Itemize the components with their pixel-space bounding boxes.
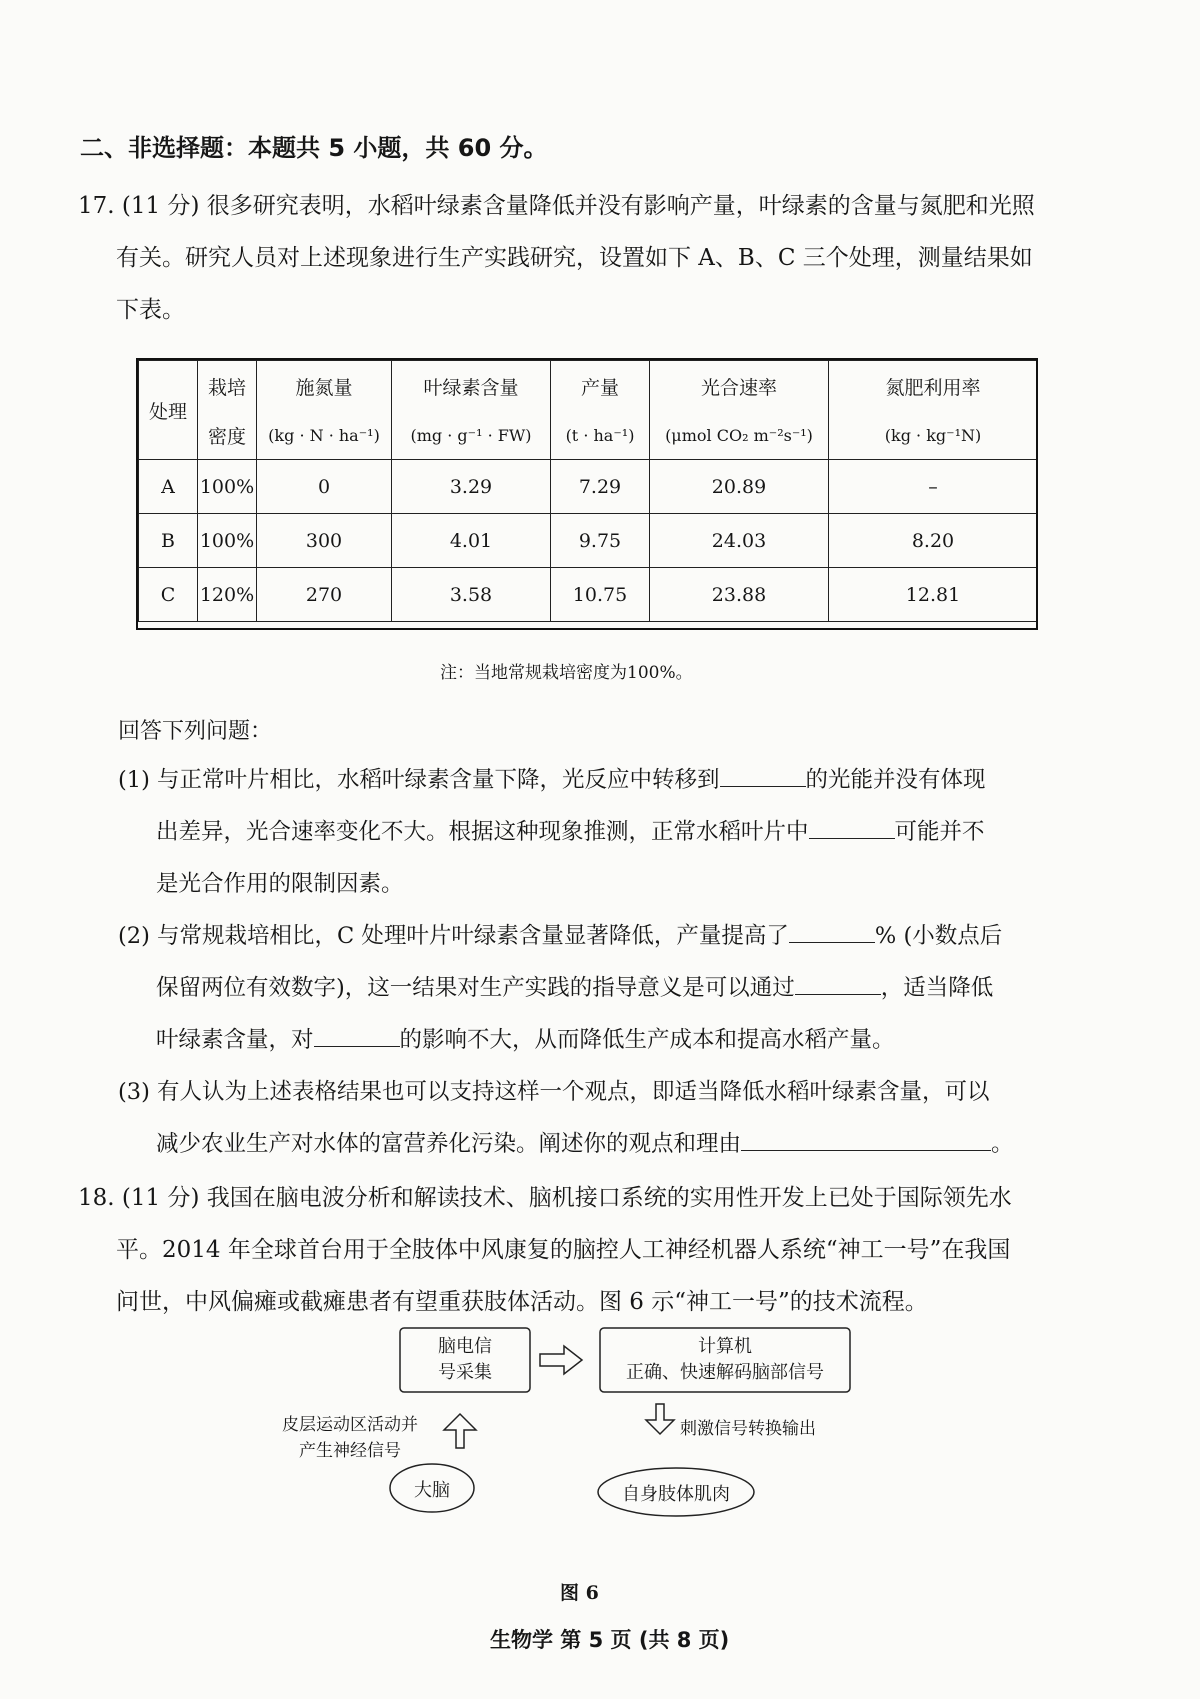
cell: 3.58 [392, 568, 551, 622]
cell: 120% [198, 568, 257, 622]
cell: 0 [257, 460, 392, 514]
th-treatment: 处理 [139, 361, 198, 460]
box2-line1: 计算机 [698, 1336, 752, 1357]
answer-blank-1[interactable] [720, 766, 806, 787]
s3-text-b: 减少农业生产对水体的富营养化污染。阐述你的观点和理由 [156, 1131, 742, 1157]
cell: 270 [257, 568, 392, 622]
box2-label [600, 1334, 850, 1386]
cell: 3.29 [392, 460, 551, 514]
cell: – [829, 460, 1038, 514]
right-label: 刺激信号转换输出 [680, 1419, 816, 1439]
cell: 100% [198, 460, 257, 514]
cell: 9.75 [551, 514, 650, 568]
q17-line3: 下表。 [116, 297, 185, 323]
q17-line1: 17. (11 分) 很多研究表明，水稻叶绿素含量降低并没有影响产量，叶绿素的含量与氮肥和光照 [78, 193, 1035, 219]
th-yield-a: 产量 [551, 361, 650, 412]
s2-text-e: 叶绿素含量，对 [156, 1027, 314, 1053]
q18-line3: 问世，中风偏瘫或截瘫患者有望重获肢体活动。图 6 示“神工一号”的技术流程。 [116, 1289, 928, 1315]
left-line2: 产生神经信号 [299, 1441, 401, 1461]
th-chlorophyll-b: (mg · g⁻¹ · FW) [392, 411, 551, 460]
cell: 4.01 [392, 514, 551, 568]
th-nue-b: (kg · kg⁻¹N) [829, 411, 1038, 460]
cell: 7.29 [551, 460, 650, 514]
th-nue-a: 氮肥利用率 [829, 361, 1038, 412]
s1-text-a: (1) 与正常叶片相比，水稻叶绿素含量下降，光反应中转移到 [118, 767, 720, 793]
th-nitrogen-a: 施氮量 [257, 361, 392, 412]
up-arrow-icon [444, 1414, 476, 1448]
box1-label [400, 1334, 530, 1386]
sub-question-1 [118, 754, 1078, 910]
right-arrow-icon [540, 1346, 582, 1374]
cell: 10.75 [551, 568, 650, 622]
s3-text-c: 。 [991, 1131, 1014, 1157]
th-density-b: 密度 [198, 411, 257, 460]
cell: C [139, 568, 198, 622]
q18-line1: 18. (11 分) 我国在脑电波分析和解读技术、脑机接口系统的实用性开发上已处于国际领先水 [78, 1185, 1012, 1211]
cell: 300 [257, 514, 392, 568]
page-footer: 生物学 第 5 页 (共 8 页) [490, 1628, 730, 1652]
s1-text-b: 的光能并没有体现 [805, 767, 986, 793]
box1-line2: 号采集 [438, 1362, 492, 1383]
s2-text-c: 保留两位有效数字)，这一结果对生产实践的指导意义是可以通过 [156, 975, 795, 1001]
answer-blank-4[interactable] [795, 974, 881, 995]
cell: 100% [198, 514, 257, 568]
th-density-a: 栽培 [198, 361, 257, 412]
cell: 12.81 [829, 568, 1038, 622]
answer-blank-2[interactable] [809, 818, 895, 839]
answer-blank-3[interactable] [789, 922, 875, 943]
results-table [138, 360, 1038, 622]
th-yield-b: (t · ha⁻¹) [551, 411, 650, 460]
table-row [139, 568, 1038, 622]
s1-text-c: 出差异，光合速率变化不大。根据这种现象推测，正常水稻叶片中 [156, 819, 809, 845]
left-label [260, 1412, 440, 1464]
cell: 24.03 [650, 514, 829, 568]
question-17-stem [78, 180, 1078, 336]
brain-label: 大脑 [414, 1480, 450, 1501]
figure-6-diagram [260, 1320, 900, 1580]
th-photo-a: 光合速率 [650, 361, 829, 412]
th-photo-b: (μmol CO₂ m⁻²s⁻¹) [650, 411, 829, 460]
s2-text-b: % (小数点后 [874, 923, 1003, 949]
answer-blank-5[interactable] [314, 1026, 400, 1047]
cell: 20.89 [650, 460, 829, 514]
s2-text-a: (2) 与常规栽培相比，C 处理叶片叶绿素含量显著降低，产量提高了 [118, 923, 789, 949]
sub-question-2 [118, 910, 1078, 1066]
q18-line2: 平。2014 年全球首台用于全肢体中风康复的脑控人工神经机器人系统“神工一号”在我国 [116, 1237, 1011, 1263]
s1-text-e: 是光合作用的限制因素。 [156, 871, 404, 897]
cell: B [139, 514, 198, 568]
s3-text-a: (3) 有人认为上述表格结果也可以支持这样一个观点，即适当降低水稻叶绿素含量，可以 [118, 1079, 990, 1105]
cell: A [139, 460, 198, 514]
cell: 23.88 [650, 568, 829, 622]
box2-line2: 正确、快速解码脑部信号 [626, 1362, 824, 1383]
figure-caption: 图 6 [560, 1582, 599, 1604]
table-note: 注：当地常规栽培密度为100%。 [440, 663, 693, 683]
cell: 8.20 [829, 514, 1038, 568]
sub-question-3 [118, 1066, 1078, 1170]
muscle-label: 自身肢体肌肉 [622, 1484, 730, 1505]
answer-blank-6[interactable] [741, 1130, 991, 1151]
section-title: 二、非选择题：本题共 5 小题，共 60 分。 [80, 134, 548, 162]
q17-line2: 有关。研究人员对上述现象进行生产实践研究，设置如下 A、B、C 三个处理，测量结果如 [116, 245, 1033, 271]
s2-text-f: 的影响不大，从而降低生产成本和提高水稻产量。 [399, 1027, 895, 1053]
table-row [139, 514, 1038, 568]
answer-intro: 回答下列问题： [118, 719, 273, 744]
question-18-stem [78, 1172, 1078, 1328]
box1-line1: 脑电信 [438, 1336, 492, 1357]
table-row [139, 460, 1038, 514]
down-arrow-icon [646, 1404, 674, 1434]
th-chlorophyll-a: 叶绿素含量 [392, 361, 551, 412]
left-line1: 皮层运动区活动并 [282, 1415, 418, 1435]
th-nitrogen-b: (kg · N · ha⁻¹) [257, 411, 392, 460]
s2-text-d: ，适当降低 [880, 975, 994, 1001]
s1-text-d: 可能并不 [894, 819, 985, 845]
